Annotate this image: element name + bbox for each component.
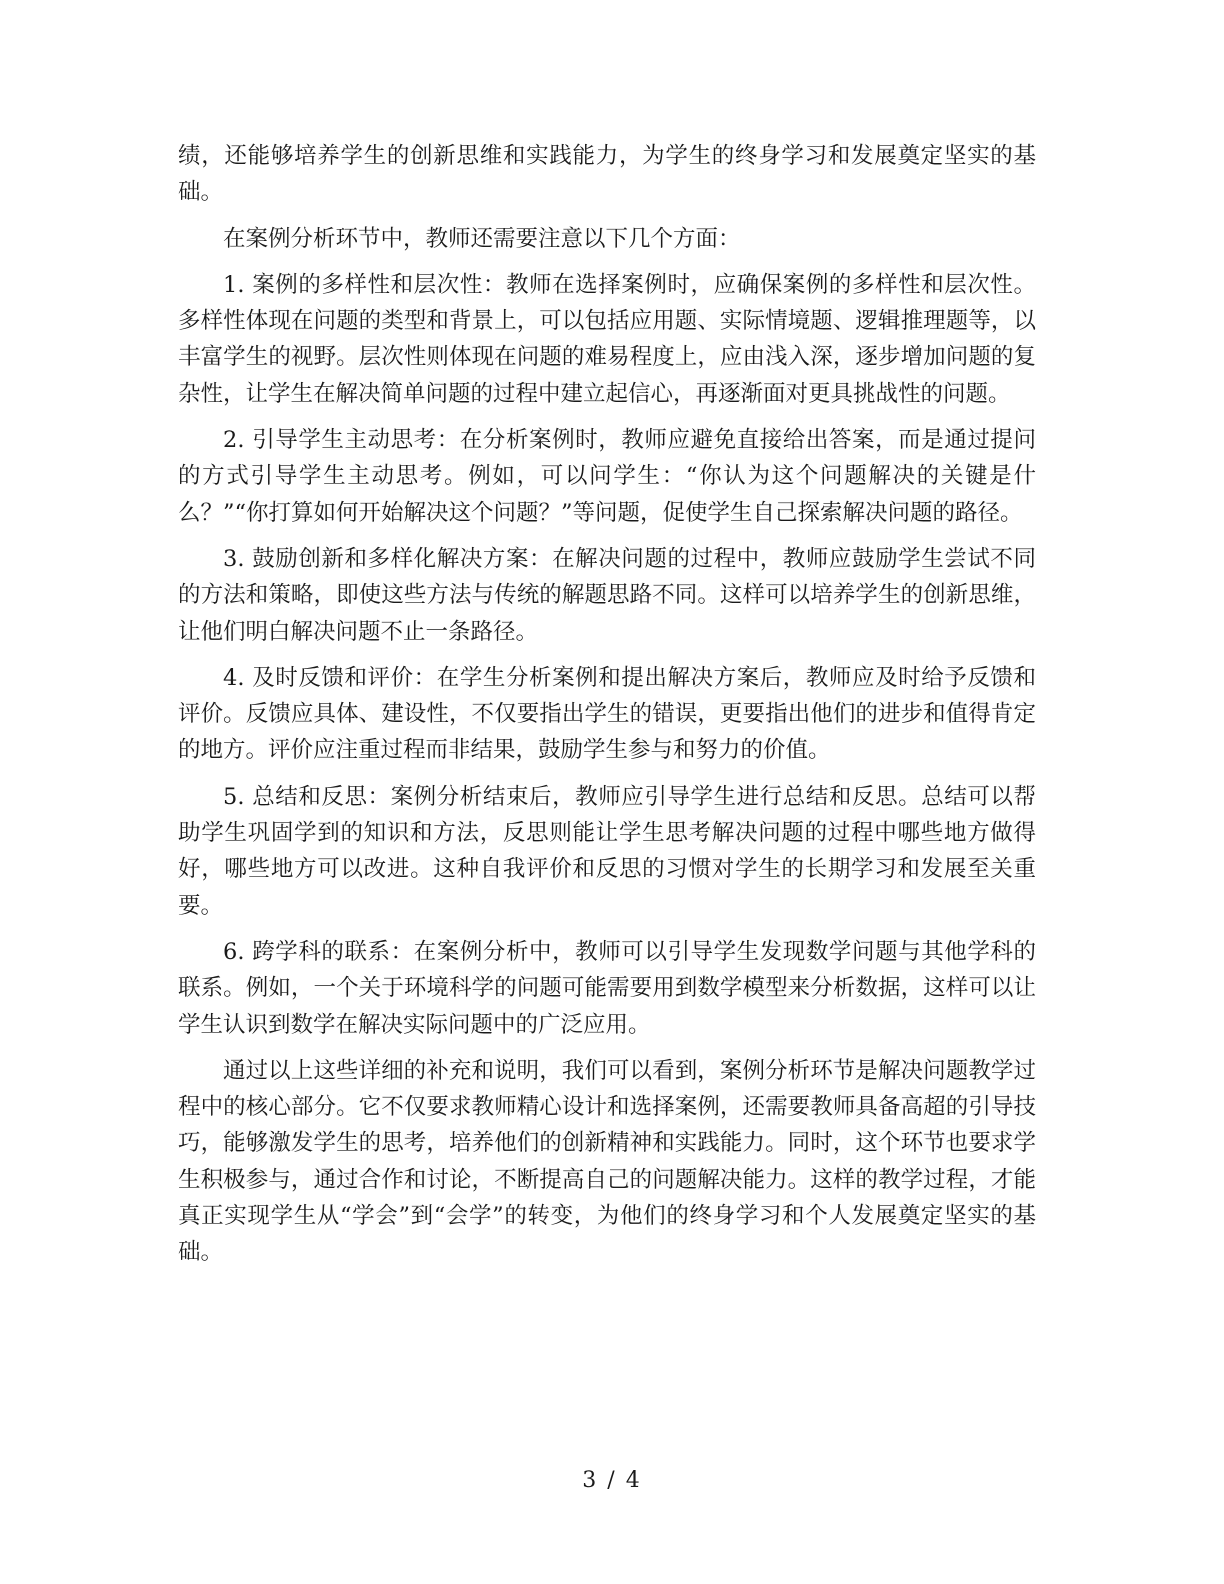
page-number: 3 / 4 (582, 1468, 642, 1493)
list-item-feedback: 4. 及时反馈和评价：在学生分析案例和提出解决方案后，教师应及时给予反馈和评价。反馈应具体、建设性，不仅要指出学生的错误，更要指出他们的进步和值得肯定的地方。评价应注重过程而非结果，鼓励学生参与和努力的价值。 (178, 664, 1036, 764)
list-item-reflection: 5. 总结和反思：案例分析结束后，教师应引导学生进行总结和反思。总结可以帮助学生巩固学到的知识和方法，反思则能让学生思考解决问题的过程中哪些地方做得好，哪些地方可以改进。这种自我评价和反思的习惯对学生的长期学习和发展至关重要。 (178, 783, 1036, 919)
list-item-guided-thinking: 2. 引导学生主动思考：在分析案例时，教师应避免直接给出答案，而是通过提问的方式引导学生主动思考。例如，可以问学生：“你认为这个问题解决的关键是什么？”“你打算如何开始解决这个问题？”等问题，促使学生自己探索解决问题的路径。 (178, 427, 1036, 526)
document-body (178, 138, 1036, 1281)
list-item-interdisciplinary: 6. 跨学科的联系：在案例分析中，教师可以引导学生发现数学问题与其他学科的联系。例如，一个关于环境科学的问题可能需要用到数学模型来分析数据，这样可以让学生认识到数学在解决实际问题中的广泛应用。 (178, 938, 1036, 1038)
paragraph-conclusion: 通过以上这些详细的补充和说明，我们可以看到，案例分析环节是解决问题教学过程中的核心部分。它不仅要求教师精心设计和选择案例，还需要教师具备高超的引导技巧，能够激发学生的思考，培养他们的创新精神和实践能力。同时，这个环节也要求学生积极参与，通过合作和讨论，不断提高自己的问题解决能力。这样的教学过程，才能真正实现学生从“学会”到“会学”的转变，为他们的终身学习和个人发展奠定坚实的基础。 (178, 1057, 1036, 1266)
paragraph-intro: 在案例分析环节中，教师还需要注意以下几个方面： (223, 225, 741, 252)
list-item-diversity: 1. 案例的多样性和层次性：教师在选择案例时，应确保案例的多样性和层次性。多样性体现在问题的类型和背景上，可以包括应用题、实际情境题、逻辑推理题等，以丰富学生的视野。层次性则体现在问题的难易程度上，应由浅入深，逐步增加问题的复杂性，让学生在解决简单问题的过程中建立起信心，再逐渐面对更具挑战性的问题。 (178, 271, 1036, 407)
list-item-innovation: 3. 鼓励创新和多样化解决方案：在解决问题的过程中，教师应鼓励学生尝试不同的方法和策略，即使这些方法与传统的解题思路不同。这样可以培养学生的创新思维，让他们明白解决问题不止一条路径。 (178, 545, 1036, 645)
paragraph-continuation: 绩，还能够培养学生的创新思维和实践能力，为学生的终身学习和发展奠定坚实的基础。 (178, 143, 1036, 206)
